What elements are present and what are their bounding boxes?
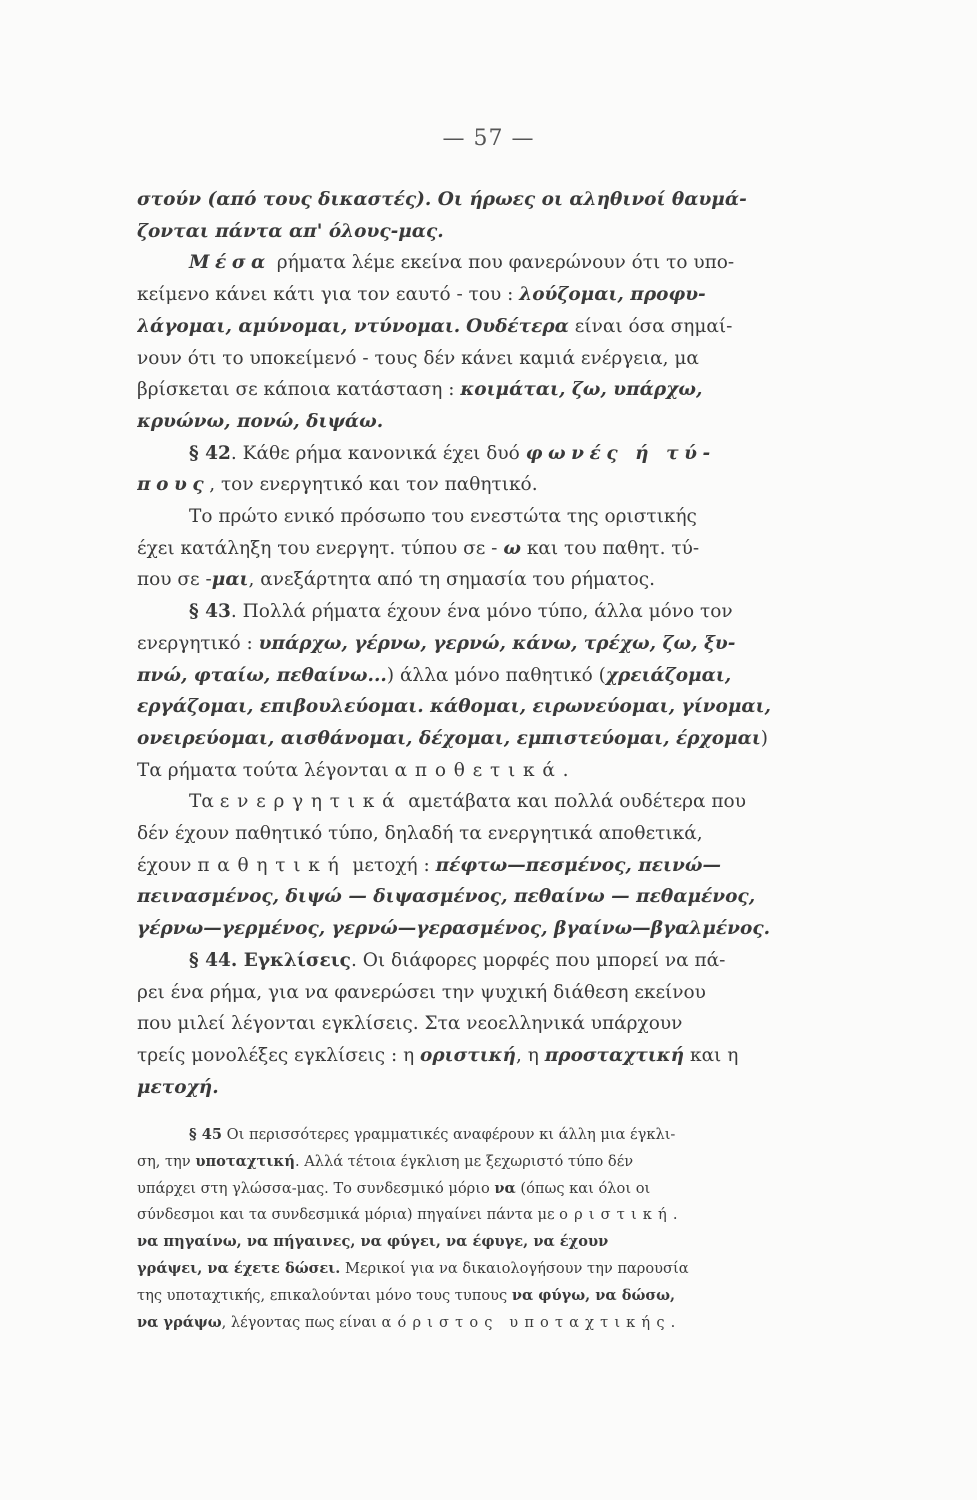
- text-segment: πέφτω—πεσμένος, πεινώ—: [435, 854, 721, 876]
- text-line: [137, 406, 852, 438]
- text-line: [137, 850, 852, 882]
- text-segment: γράψει, να έχετε δώσει.: [137, 1259, 341, 1277]
- text-line: [137, 1122, 852, 1149]
- text-line: [137, 628, 852, 660]
- text-segment: τρείς μονολέξες εγκλίσεις : η: [137, 1044, 421, 1066]
- text-segment: , λέγοντας πως είναι: [221, 1313, 382, 1331]
- text-line: [137, 216, 852, 248]
- text-line: [137, 818, 852, 850]
- text-segment: είναι όσα σημαί-: [568, 315, 733, 337]
- text-line: [137, 343, 852, 375]
- text-line: [137, 247, 852, 279]
- text-segment: βρίσκεται σε κάποια κατάσταση :: [137, 379, 461, 401]
- text-line: [137, 691, 852, 723]
- text-segment: που σε -: [137, 569, 212, 591]
- text-segment: οριστική: [420, 1044, 516, 1066]
- text-segment: στούν (από τους δικαστές). Οι ήρωες οι αληθινοί θαυμά-: [137, 189, 747, 210]
- text-line: [137, 1008, 852, 1040]
- text-segment: . Πολλά ρήματα έχουν ένα μόνο τύπο, άλλα μόνο τον: [230, 601, 733, 623]
- text-segment: εργάζομαι, επιβουλεύομαι. κάθομαι, ειρωνεύομαι, γίνομαι,: [137, 696, 771, 718]
- text-segment: υπάρχει στη γλώσσα-μας. Το συνδεσμικό μόριο: [137, 1179, 495, 1197]
- text-segment: προσταχτική: [544, 1044, 685, 1066]
- text-line: [137, 564, 852, 596]
- text-line: [137, 1283, 852, 1310]
- text-line: [137, 501, 852, 533]
- text-line: [137, 184, 852, 216]
- text-line: [137, 755, 852, 787]
- text-segment: Το πρώτο ενικό πρόσωπο του ενεστώτα της οριστικής: [189, 506, 697, 528]
- text-segment: Οι περισσότερες γραμματικές αναφέρουν κι άλλη μια έγκλι-: [222, 1126, 676, 1143]
- text-segment: λάγομαι, αμύνομαι, ντύνομαι.: [137, 315, 461, 337]
- text-segment: . Αλλά τέτοια έγκλιση με ξεχωριστό τύπο δέν: [294, 1152, 634, 1170]
- text-segment: . Οι διάφορες μορφές που μπορεί να πά-: [350, 949, 726, 971]
- text-segment: Ουδέτερα: [466, 315, 569, 337]
- text-segment: που μιλεί λέγονται εγκλίσεις. Στα νεοελληνικά υπάρχουν: [137, 1013, 683, 1035]
- text-line: [137, 786, 852, 818]
- text-segment: ονειρεύομαι, αισθάνομαι, δέχομαι, εμπιστεύομαι, έρχομαι: [137, 727, 761, 749]
- text-segment: να γράψω: [137, 1313, 222, 1331]
- main-text-block: [137, 184, 852, 1103]
- text-line: [137, 913, 852, 945]
- text-line: [137, 1229, 852, 1256]
- text-segment: § 44. Εγκλίσεις: [189, 949, 351, 971]
- text-segment: κείμενο κάνει κάτι για τον εαυτό - του :: [137, 284, 520, 306]
- text-segment: ω: [503, 537, 521, 559]
- text-line: [137, 1310, 852, 1337]
- text-segment: αμετάβατα και πολλά ουδέτερα που: [402, 791, 746, 813]
- text-line: [137, 723, 852, 755]
- text-segment: αόριστος υποταχτικής.: [381, 1313, 682, 1331]
- text-segment: έχει κατάληξη του ενεργητ. τύπου σε -: [137, 537, 504, 559]
- text-line: [137, 977, 852, 1009]
- text-segment: δέν έχουν παθητικό τύπο, δηλαδή τα ενεργητικά αποθετικά,: [137, 823, 703, 845]
- text-segment: Τα: [189, 791, 220, 813]
- text-segment: πεινασμένος, διψώ — διψασμένος, πεθαίνω — πεθαμένος,: [137, 886, 756, 908]
- text-segment: και η: [684, 1044, 739, 1066]
- page-number: — 57 —: [442, 126, 535, 151]
- text-line: [137, 374, 852, 406]
- text-line: [137, 1176, 852, 1203]
- text-line: [137, 1072, 852, 1104]
- text-segment: Μερικοί για να δικαιολογήσουν την παρουσία: [340, 1259, 689, 1277]
- text-segment: Μέσα: [189, 252, 271, 274]
- text-segment: , η: [515, 1044, 545, 1066]
- text-line: [137, 469, 852, 501]
- text-segment: , ανεξάρτητα από τη σημασία του ρήματος.: [248, 569, 656, 591]
- text-segment: να: [494, 1179, 516, 1197]
- text-segment: § 45: [189, 1126, 223, 1143]
- text-segment: γέρνω—γερμένος, γερνώ—γερασμένος, βγαίνω—βγαλμένος.: [137, 918, 771, 940]
- text-line: [137, 1256, 852, 1283]
- text-line: [137, 438, 852, 470]
- text-segment: § 43: [189, 601, 231, 623]
- text-segment: πους: [137, 474, 210, 496]
- text-segment: κρυώνω, πονώ, διψάω.: [137, 410, 384, 432]
- text-segment: της υποταχτικής, επικαλούνται μόνο τους τυπους: [137, 1286, 512, 1304]
- text-segment: να φύγω, να δώσω,: [511, 1286, 676, 1304]
- text-segment: , τον ενεργητικό και τον παθητικό.: [209, 474, 538, 496]
- text-segment: (όπως και όλοι οι: [515, 1179, 651, 1197]
- text-segment: μετοχή.: [137, 1076, 219, 1098]
- text-segment: § 42: [189, 442, 231, 464]
- text-segment: ενεργητικά: [219, 791, 403, 813]
- text-segment: αποθετικά.: [394, 759, 577, 781]
- text-line: [137, 311, 852, 343]
- text-segment: ) άλλα μόνο παθητικό (: [386, 664, 606, 686]
- text-segment: χρειάζομαι,: [605, 664, 732, 686]
- text-segment: μαι: [211, 569, 249, 591]
- text-segment: και του παθητ. τύ-: [520, 537, 700, 559]
- text-segment: ρει ένα ρήμα, για να φανερώσει την ψυχική διάθεση εκείνου: [137, 981, 706, 1003]
- text-segment: σύνδεσμοι και τα συνδεσμικά μόρια) πηγαίνει πάντα με: [137, 1206, 560, 1224]
- text-line: [137, 1149, 852, 1176]
- text-line: [137, 1202, 852, 1229]
- text-segment: ση, την: [137, 1152, 196, 1170]
- text-segment: κοιμάται, ζω, υπάρχω,: [460, 379, 703, 401]
- text-line: [137, 533, 852, 565]
- text-segment: υποταχτική: [195, 1152, 295, 1170]
- text-segment: ρήματα λέμε εκείνα που φανερώνουν ότι το υπο-: [270, 252, 735, 274]
- text-segment: φωνές ή τύ-: [525, 442, 716, 464]
- text-line: [137, 881, 852, 913]
- text-line: [137, 1040, 852, 1072]
- text-segment: να πηγαίνω, να πήγαινες, να φύγει, να έφυγε, να έχουν: [137, 1233, 609, 1251]
- text-segment: νουν ότι το υποκείμενό - τους δέν κάνει καμιά ενέργεια, μα: [137, 347, 699, 369]
- text-segment: υπάρχω, γέρνω, γερνώ, κάνω, τρέχω, ζω, ξυ-: [258, 632, 736, 654]
- text-segment: Τα ρήματα τούτα λέγονται: [137, 759, 395, 781]
- text-segment: ενεργητικό :: [137, 632, 259, 654]
- text-segment: . Κάθε ρήμα κανονικά έχει δυό: [230, 442, 526, 464]
- text-segment: ζονται πάντα απ' όλους-μας.: [137, 220, 444, 242]
- text-segment: οριστική.: [559, 1206, 684, 1224]
- text-segment: λούζομαι, προφυ-: [519, 284, 706, 306]
- text-segment: ): [760, 727, 769, 749]
- text-segment: μετοχή :: [346, 854, 436, 876]
- text-line: [137, 660, 852, 692]
- text-line: [137, 596, 852, 628]
- text-segment: πνώ, φταίω, πεθαίνω...: [137, 664, 387, 686]
- text-segment: παθητική: [197, 854, 347, 876]
- footnote-text-block: [137, 1122, 852, 1336]
- text-line: [137, 945, 852, 977]
- text-line: [137, 279, 852, 311]
- text-segment: έχουν: [137, 854, 198, 876]
